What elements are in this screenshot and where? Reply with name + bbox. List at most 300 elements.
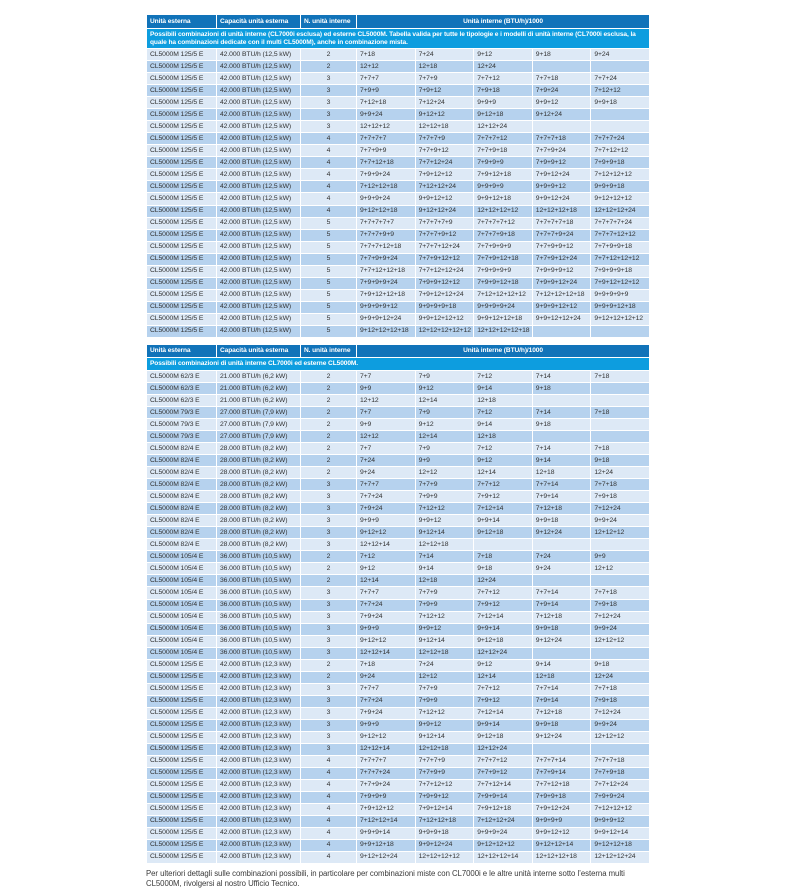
capacity-cell: 42.000 BTU/h (12,5 kW) xyxy=(217,277,301,289)
table-row xyxy=(147,455,650,467)
unit-cell: CL5000M 125/5 E xyxy=(147,205,217,217)
n-units-cell: 3 xyxy=(301,683,357,695)
combo-cell: 9+12+14 xyxy=(415,527,474,539)
combo-cell: 7+18 xyxy=(591,371,650,383)
combo-cell: 7+9+18 xyxy=(474,85,533,97)
n-units-cell: 4 xyxy=(301,851,357,863)
capacity-cell: 21.000 BTU/h (6,2 kW) xyxy=(217,395,301,407)
combo-cell: 12+12 xyxy=(357,431,416,443)
combo-cell xyxy=(591,61,650,73)
capacity-cell: 42.000 BTU/h (12,5 kW) xyxy=(217,49,301,61)
combo-cell: 9+9+9+9+9 xyxy=(591,289,650,301)
table-row xyxy=(147,229,650,241)
combo-cell: 9+9+12+14 xyxy=(591,827,650,839)
combo-cell: 12+12+12+12 xyxy=(474,205,533,217)
combo-cell: 7+7+9+12+12 xyxy=(415,253,474,265)
unit-cell: CL5000M 125/5 E xyxy=(147,121,217,133)
unit-cell: CL5000M 82/4 E xyxy=(147,527,217,539)
combo-cell: 7+24 xyxy=(357,455,416,467)
combo-cell: 7+9+9+24 xyxy=(591,791,650,803)
combo-cell: 7+24 xyxy=(415,49,474,61)
combo-cell: 9+9+12+18 xyxy=(357,839,416,851)
combo-cell: 9+12+12+12+12 xyxy=(591,313,650,325)
capacity-cell: 42.000 BTU/h (12,3 kW) xyxy=(217,707,301,719)
combo-cell: 9+12+24 xyxy=(532,635,591,647)
combo-cell: 7+12+12 xyxy=(415,611,474,623)
combo-cell: 7+7+12 xyxy=(474,479,533,491)
combo-cell: 7+7+24 xyxy=(357,599,416,611)
table-row xyxy=(147,277,650,289)
combo-cell xyxy=(532,743,591,755)
combo-cell: 9+9 xyxy=(357,383,416,395)
unit-cell: CL5000M 82/4 E xyxy=(147,443,217,455)
table-note: Possibili combinazioni di unità interne CL7000i ed esterne CL5000M. xyxy=(147,358,650,371)
table-row xyxy=(147,97,650,109)
capacity-cell: 42.000 BTU/h (12,5 kW) xyxy=(217,157,301,169)
table-body xyxy=(147,49,650,337)
table-row xyxy=(147,647,650,659)
combo-cell: 12+18 xyxy=(532,467,591,479)
table-row xyxy=(147,395,650,407)
combo-cell: 7+7+9+9+18 xyxy=(591,241,650,253)
combo-cell: 7+7+7+24 xyxy=(591,133,650,145)
n-units-cell: 3 xyxy=(301,695,357,707)
combo-cell: 7+12+12 xyxy=(591,85,650,97)
combo-cell: 9+9+9+9+12 xyxy=(357,301,416,313)
n-units-cell: 2 xyxy=(301,419,357,431)
unit-cell: CL5000M 79/3 E xyxy=(147,407,217,419)
unit-cell: CL5000M 125/5 E xyxy=(147,181,217,193)
combo-cell: 12+18 xyxy=(532,671,591,683)
unit-cell: CL5000M 125/5 E xyxy=(147,671,217,683)
n-units-cell: 3 xyxy=(301,109,357,121)
combo-cell: 7+12+12+18 xyxy=(415,815,474,827)
combo-cell: 9+9+14 xyxy=(474,515,533,527)
combinations-table-mixed xyxy=(146,14,650,338)
combo-cell: 9+14 xyxy=(474,419,533,431)
capacity-cell: 28.000 BTU/h (8,2 kW) xyxy=(217,443,301,455)
combo-cell: 7+9+12+12+12 xyxy=(591,277,650,289)
capacity-cell: 42.000 BTU/h (12,5 kW) xyxy=(217,313,301,325)
capacity-cell: 42.000 BTU/h (12,5 kW) xyxy=(217,97,301,109)
capacity-cell: 42.000 BTU/h (12,3 kW) xyxy=(217,779,301,791)
n-units-cell: 3 xyxy=(301,121,357,133)
table-row xyxy=(147,265,650,277)
combo-cell: 7+18 xyxy=(591,443,650,455)
combo-cell: 9+9+12 xyxy=(532,97,591,109)
combo-cell: 7+9+24 xyxy=(357,611,416,623)
table-note-row xyxy=(147,28,650,49)
combo-cell: 7+12+18 xyxy=(357,97,416,109)
combo-cell: 7+7+7 xyxy=(357,587,416,599)
combo-cell: 7+7+9+12+24 xyxy=(532,253,591,265)
capacity-cell: 28.000 BTU/h (8,2 kW) xyxy=(217,527,301,539)
combo-cell: 9+12+18 xyxy=(474,731,533,743)
capacity-cell: 36.000 BTU/h (10,5 kW) xyxy=(217,623,301,635)
table-row xyxy=(147,851,650,863)
combo-cell: 9+12 xyxy=(357,563,416,575)
unit-cell: CL5000M 62/3 E xyxy=(147,395,217,407)
table-row xyxy=(147,563,650,575)
unit-cell: CL5000M 125/5 E xyxy=(147,313,217,325)
table-row xyxy=(147,815,650,827)
unit-cell: CL5000M 125/5 E xyxy=(147,707,217,719)
capacity-cell: 42.000 BTU/h (12,5 kW) xyxy=(217,265,301,277)
n-units-cell: 2 xyxy=(301,383,357,395)
capacity-cell: 42.000 BTU/h (12,5 kW) xyxy=(217,205,301,217)
n-units-cell: 3 xyxy=(301,85,357,97)
unit-cell: CL5000M 125/5 E xyxy=(147,839,217,851)
capacity-cell: 42.000 BTU/h (12,3 kW) xyxy=(217,719,301,731)
table-row xyxy=(147,539,650,551)
combo-cell: 9+9+12+12 xyxy=(532,827,591,839)
capacity-cell: 42.000 BTU/h (12,5 kW) xyxy=(217,301,301,313)
combo-cell: 9+9+24 xyxy=(591,719,650,731)
combo-cell: 9+9+9+18 xyxy=(591,181,650,193)
unit-cell: CL5000M 125/5 E xyxy=(147,719,217,731)
unit-cell: CL5000M 79/3 E xyxy=(147,431,217,443)
n-units-cell: 5 xyxy=(301,325,357,337)
combo-cell: 7+7+7+18 xyxy=(532,133,591,145)
unit-cell: CL5000M 125/5 E xyxy=(147,73,217,85)
combo-cell: 9+12+12+14 xyxy=(532,839,591,851)
combo-cell: 7+12+14 xyxy=(474,611,533,623)
combo-cell: 7+7+7+7+12 xyxy=(474,217,533,229)
combo-cell: 7+12+24 xyxy=(591,611,650,623)
n-units-cell: 3 xyxy=(301,743,357,755)
n-units-cell: 2 xyxy=(301,395,357,407)
combo-cell: 7+7+12 xyxy=(474,683,533,695)
combo-cell: 7+12+12+24 xyxy=(415,181,474,193)
combo-cell: 12+12 xyxy=(357,61,416,73)
combo-cell: 7+9+9+12+24 xyxy=(532,277,591,289)
combo-cell: 7+9+12+18 xyxy=(474,169,533,181)
combo-cell: 7+12+12 xyxy=(415,707,474,719)
combo-cell: 9+9+12+24 xyxy=(532,193,591,205)
combo-cell: 12+12+12 xyxy=(591,731,650,743)
unit-cell: CL5000M 125/5 E xyxy=(147,169,217,181)
combo-cell: 7+7+7+14 xyxy=(532,755,591,767)
combo-cell: 7+9 xyxy=(415,443,474,455)
combo-cell: 9+9+18 xyxy=(532,515,591,527)
table-row xyxy=(147,587,650,599)
combo-cell xyxy=(532,431,591,443)
n-units-cell: 3 xyxy=(301,479,357,491)
n-units-cell: 3 xyxy=(301,491,357,503)
combo-cell: 12+12 xyxy=(415,671,474,683)
combo-cell: 7+7+12+12+18 xyxy=(357,265,416,277)
capacity-cell: 42.000 BTU/h (12,3 kW) xyxy=(217,683,301,695)
combo-cell: 7+7+7+12+12 xyxy=(591,229,650,241)
capacity-cell: 36.000 BTU/h (10,5 kW) xyxy=(217,647,301,659)
combo-cell: 9+12+12 xyxy=(357,527,416,539)
combo-cell xyxy=(532,647,591,659)
n-units-cell: 4 xyxy=(301,803,357,815)
combo-cell: 9+9+9 xyxy=(474,97,533,109)
table-row xyxy=(147,253,650,265)
n-units-cell: 5 xyxy=(301,301,357,313)
combo-cell xyxy=(591,743,650,755)
combo-cell: 7+12+12+12 xyxy=(591,169,650,181)
capacity-cell: 42.000 BTU/h (12,5 kW) xyxy=(217,73,301,85)
table-row xyxy=(147,371,650,383)
combo-cell xyxy=(591,575,650,587)
combo-cell: 7+7+7+9 xyxy=(415,755,474,767)
combo-cell: 9+12 xyxy=(474,659,533,671)
combo-cell: 12+18 xyxy=(415,61,474,73)
capacity-cell: 28.000 BTU/h (8,2 kW) xyxy=(217,503,301,515)
unit-cell: CL5000M 125/5 E xyxy=(147,827,217,839)
capacity-cell: 42.000 BTU/h (12,3 kW) xyxy=(217,755,301,767)
capacity-cell: 42.000 BTU/h (12,5 kW) xyxy=(217,217,301,229)
capacity-cell: 36.000 BTU/h (10,5 kW) xyxy=(217,635,301,647)
combo-cell: 9+12+12+18 xyxy=(591,839,650,851)
table-row xyxy=(147,205,650,217)
combo-cell: 9+12 xyxy=(415,419,474,431)
combo-cell: 7+7+12+12 xyxy=(591,145,650,157)
table-row xyxy=(147,419,650,431)
unit-cell: CL5000M 125/5 E xyxy=(147,755,217,767)
combo-cell: 7+9+14 xyxy=(532,695,591,707)
capacity-cell: 28.000 BTU/h (8,2 kW) xyxy=(217,515,301,527)
unit-cell: CL5000M 125/5 E xyxy=(147,289,217,301)
combo-cell: 7+9+9+9+9 xyxy=(474,265,533,277)
combinations-table-cl7000i xyxy=(146,344,650,864)
combo-cell: 7+9+9+9+24 xyxy=(357,277,416,289)
combo-cell: 12+12 xyxy=(357,395,416,407)
combo-cell: 7+18 xyxy=(357,49,416,61)
combo-cell: 7+7+9+9 xyxy=(415,767,474,779)
combo-cell: 7+7+18 xyxy=(532,73,591,85)
table-row xyxy=(147,193,650,205)
combo-cell: 7+7+7+18 xyxy=(591,755,650,767)
combo-cell: 7+9+12 xyxy=(474,491,533,503)
unit-cell: CL5000M 125/5 E xyxy=(147,193,217,205)
combo-cell: 7+7+7+12 xyxy=(474,755,533,767)
unit-cell: CL5000M 105/4 E xyxy=(147,563,217,575)
n-units-cell: 3 xyxy=(301,515,357,527)
unit-cell: CL5000M 125/5 E xyxy=(147,277,217,289)
combo-cell: 12+14 xyxy=(474,467,533,479)
n-units-cell: 3 xyxy=(301,73,357,85)
combo-cell: 9+12+12+12 xyxy=(474,839,533,851)
combo-cell: 9+9+14 xyxy=(474,623,533,635)
table-row xyxy=(147,49,650,61)
combo-cell: 9+9+9+14 xyxy=(357,827,416,839)
unit-cell: CL5000M 125/5 E xyxy=(147,851,217,863)
combo-cell: 9+12+12+12 xyxy=(591,193,650,205)
table-row xyxy=(147,443,650,455)
combo-cell: 9+9+24 xyxy=(591,515,650,527)
unit-cell: CL5000M 82/4 E xyxy=(147,467,217,479)
combo-cell: 9+9+14 xyxy=(474,719,533,731)
table-row xyxy=(147,109,650,121)
n-units-cell: 3 xyxy=(301,647,357,659)
combo-cell: 12+12+12 xyxy=(357,121,416,133)
table-row xyxy=(147,635,650,647)
combo-cell: 7+9+9+9 xyxy=(357,791,416,803)
combo-cell: 12+12+12+14 xyxy=(474,851,533,863)
combo-cell: 9+14 xyxy=(415,563,474,575)
table-row xyxy=(147,551,650,563)
capacity-cell: 36.000 BTU/h (10,5 kW) xyxy=(217,599,301,611)
combo-cell: 9+9+12 xyxy=(415,623,474,635)
combo-cell: 7+9+18 xyxy=(591,695,650,707)
combo-cell: 7+9+9+12 xyxy=(415,791,474,803)
table-row xyxy=(147,289,650,301)
unit-cell: CL5000M 125/5 E xyxy=(147,49,217,61)
combo-cell: 7+7+18 xyxy=(591,587,650,599)
unit-cell: CL5000M 82/4 E xyxy=(147,479,217,491)
n-units-cell: 2 xyxy=(301,61,357,73)
combo-cell: 7+9+24 xyxy=(532,85,591,97)
n-units-cell: 2 xyxy=(301,551,357,563)
table-row xyxy=(147,743,650,755)
header-n-units: N. unità interne xyxy=(301,344,357,358)
combo-cell: 9+12+12+24 xyxy=(415,205,474,217)
combo-cell: 7+9+9 xyxy=(415,599,474,611)
combo-cell: 7+7+18 xyxy=(591,479,650,491)
combo-cell: 7+12+24 xyxy=(591,503,650,515)
table-row xyxy=(147,85,650,97)
combo-cell xyxy=(591,419,650,431)
combo-cell: 7+7+9 xyxy=(415,587,474,599)
header-capacity: Capacità unità esterna xyxy=(217,15,301,29)
combo-cell: 9+14 xyxy=(532,659,591,671)
capacity-cell: 42.000 BTU/h (12,3 kW) xyxy=(217,671,301,683)
combo-cell: 7+7+12+12+12 xyxy=(591,253,650,265)
table-row xyxy=(147,803,650,815)
combo-cell: 9+24 xyxy=(591,49,650,61)
combo-cell: 7+7+24 xyxy=(357,491,416,503)
capacity-cell: 42.000 BTU/h (12,3 kW) xyxy=(217,659,301,671)
n-units-cell: 4 xyxy=(301,205,357,217)
combo-cell: 7+12+12+18 xyxy=(357,181,416,193)
table-row xyxy=(147,827,650,839)
table-row xyxy=(147,241,650,253)
combo-cell: 7+9+9+14 xyxy=(474,791,533,803)
table-row xyxy=(147,157,650,169)
combo-cell: 12+12+12 xyxy=(591,527,650,539)
combo-cell: 12+18 xyxy=(474,395,533,407)
capacity-cell: 36.000 BTU/h (10,5 kW) xyxy=(217,611,301,623)
n-units-cell: 4 xyxy=(301,193,357,205)
table-row xyxy=(147,467,650,479)
n-units-cell: 3 xyxy=(301,539,357,551)
combo-cell: 7+14 xyxy=(532,407,591,419)
table-row xyxy=(147,313,650,325)
unit-cell: CL5000M 125/5 E xyxy=(147,157,217,169)
combo-cell: 12+14 xyxy=(415,395,474,407)
combo-cell: 7+14 xyxy=(415,551,474,563)
combo-cell: 12+12+14 xyxy=(357,539,416,551)
combo-cell: 7+12 xyxy=(357,551,416,563)
combo-cell: 7+18 xyxy=(357,659,416,671)
capacity-cell: 42.000 BTU/h (12,5 kW) xyxy=(217,145,301,157)
combo-cell: 7+7+7+9+12 xyxy=(415,229,474,241)
combo-cell: 9+24 xyxy=(532,563,591,575)
combo-cell: 7+12+14 xyxy=(474,503,533,515)
n-units-cell: 2 xyxy=(301,407,357,419)
combo-cell: 7+9+12+12 xyxy=(415,169,474,181)
capacity-cell: 27.000 BTU/h (7,9 kW) xyxy=(217,431,301,443)
table-row xyxy=(147,503,650,515)
capacity-cell: 21.000 BTU/h (6,2 kW) xyxy=(217,371,301,383)
combo-cell xyxy=(591,539,650,551)
combo-cell: 7+9+18 xyxy=(591,599,650,611)
combo-cell: 7+7+9 xyxy=(415,73,474,85)
combo-cell: 7+7 xyxy=(357,407,416,419)
combo-cell: 9+9+18 xyxy=(532,623,591,635)
combo-cell: 7+12+12 xyxy=(415,503,474,515)
table-row xyxy=(147,61,650,73)
combo-cell: 7+7+9+12+18 xyxy=(474,253,533,265)
combo-cell: 7+7+7+7+7 xyxy=(357,217,416,229)
table-row xyxy=(147,169,650,181)
combo-cell: 7+9+9+9 xyxy=(474,157,533,169)
n-units-cell: 3 xyxy=(301,503,357,515)
combo-cell: 9+9+9+24 xyxy=(474,827,533,839)
combo-cell: 7+12+14 xyxy=(474,707,533,719)
table-row xyxy=(147,301,650,313)
capacity-cell: 28.000 BTU/h (8,2 kW) xyxy=(217,479,301,491)
unit-cell: CL5000M 105/4 E xyxy=(147,611,217,623)
unit-cell: CL5000M 105/4 E xyxy=(147,647,217,659)
capacity-cell: 42.000 BTU/h (12,5 kW) xyxy=(217,253,301,265)
combo-cell: 9+9 xyxy=(591,551,650,563)
combo-cell: 9+12+24 xyxy=(532,527,591,539)
n-units-cell: 3 xyxy=(301,707,357,719)
combo-cell xyxy=(474,539,533,551)
n-units-cell: 5 xyxy=(301,289,357,301)
combo-cell: 7+9+12+24 xyxy=(532,169,591,181)
combo-cell: 7+7+7+12 xyxy=(474,133,533,145)
combo-cell: 9+9+9+12+12 xyxy=(532,301,591,313)
unit-cell: CL5000M 125/5 E xyxy=(147,743,217,755)
unit-cell: CL5000M 82/4 E xyxy=(147,455,217,467)
combo-cell: 9+9+12 xyxy=(415,719,474,731)
capacity-cell: 42.000 BTU/h (12,3 kW) xyxy=(217,803,301,815)
capacity-cell: 28.000 BTU/h (8,2 kW) xyxy=(217,467,301,479)
combo-cell: 7+12+24 xyxy=(415,97,474,109)
unit-cell: CL5000M 125/5 E xyxy=(147,229,217,241)
combo-cell: 7+9+24 xyxy=(357,503,416,515)
table-row xyxy=(147,479,650,491)
combo-cell: 7+9+12+12+24 xyxy=(415,289,474,301)
combo-cell: 7+7+9+14 xyxy=(532,767,591,779)
table-body xyxy=(147,371,650,864)
n-units-cell: 3 xyxy=(301,731,357,743)
combo-cell: 12+12+12+18 xyxy=(532,205,591,217)
combo-cell: 7+7+9+24 xyxy=(357,779,416,791)
combo-cell: 7+7+7+9 xyxy=(415,133,474,145)
capacity-cell: 36.000 BTU/h (10,5 kW) xyxy=(217,587,301,599)
unit-cell: CL5000M 125/5 E xyxy=(147,265,217,277)
table-row xyxy=(147,719,650,731)
n-units-cell: 4 xyxy=(301,157,357,169)
n-units-cell: 4 xyxy=(301,133,357,145)
capacity-cell: 42.000 BTU/h (12,5 kW) xyxy=(217,169,301,181)
unit-cell: CL5000M 125/5 E xyxy=(147,85,217,97)
capacity-cell: 42.000 BTU/h (12,3 kW) xyxy=(217,791,301,803)
combo-cell: 7+9+9 xyxy=(415,491,474,503)
n-units-cell: 3 xyxy=(301,719,357,731)
combo-cell xyxy=(532,61,591,73)
combo-cell: 7+9+12 xyxy=(474,695,533,707)
table-row xyxy=(147,527,650,539)
unit-cell: CL5000M 125/5 E xyxy=(147,97,217,109)
table-row xyxy=(147,659,650,671)
